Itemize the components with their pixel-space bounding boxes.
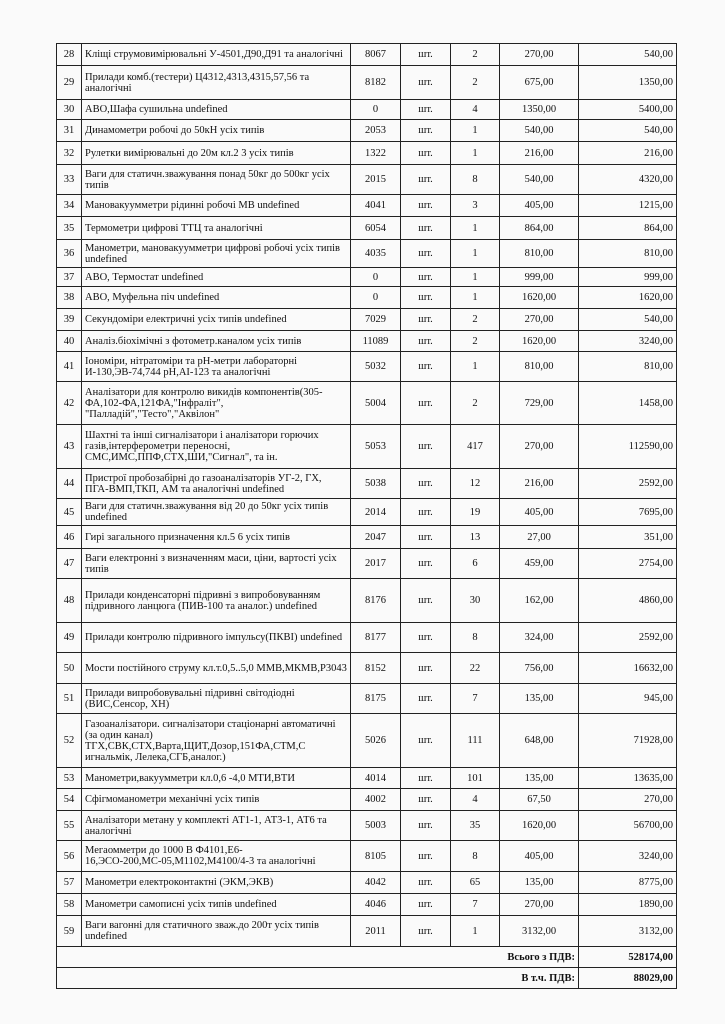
item-code: 6054 <box>351 217 401 240</box>
item-unit: шт. <box>401 66 451 100</box>
item-sum: 2754,00 <box>579 549 677 579</box>
item-unit: шт. <box>401 469 451 499</box>
item-sum: 999,00 <box>579 268 677 287</box>
item-price: 405,00 <box>500 841 579 872</box>
row-number: 29 <box>57 66 82 100</box>
item-code: 0 <box>351 287 401 309</box>
price-table <box>56 43 677 989</box>
item-price: 459,00 <box>500 549 579 579</box>
table-row <box>57 549 677 579</box>
item-name: Аналіз.біохімічні з фотометр.каналом усіх типів <box>82 331 351 352</box>
item-unit: шт. <box>401 499 451 526</box>
item-name: Ваги електронні з визначенням маси, ціни, вартості усіх типів <box>82 549 351 579</box>
item-code: 7029 <box>351 309 401 331</box>
item-name: АВО,Шафа сушильна undefined <box>82 100 351 120</box>
item-quantity: 4 <box>451 100 500 120</box>
item-name: АВО, Термостат undefined <box>82 268 351 287</box>
item-name: Мановакуумметри рідинні робочі МВ undefined <box>82 195 351 217</box>
item-unit: шт. <box>401 217 451 240</box>
item-code: 11089 <box>351 331 401 352</box>
item-sum: 270,00 <box>579 789 677 811</box>
item-sum: 540,00 <box>579 309 677 331</box>
item-name: Мости постійного струму кл.т.0,5..5,0 ММВ,МКМВ,Р3043 <box>82 653 351 684</box>
item-code: 4014 <box>351 768 401 789</box>
item-name: Манометри, мановакуумметри цифрові робочі усіх типів undefined <box>82 240 351 268</box>
table-row <box>57 100 677 120</box>
item-quantity: 2 <box>451 44 500 66</box>
item-sum: 1350,00 <box>579 66 677 100</box>
item-unit: шт. <box>401 120 451 142</box>
item-code: 8175 <box>351 684 401 714</box>
item-quantity: 1 <box>451 268 500 287</box>
item-name: Гирі загального призначення кл.5 6 усіх типів <box>82 526 351 549</box>
row-number: 44 <box>57 469 82 499</box>
item-quantity: 3 <box>451 195 500 217</box>
item-price: 135,00 <box>500 684 579 714</box>
item-code: 8176 <box>351 579 401 623</box>
item-price: 756,00 <box>500 653 579 684</box>
item-code: 2011 <box>351 916 401 947</box>
item-name: Рулетки вимірювальні до 20м кл.2 3 усіх типів <box>82 142 351 165</box>
item-price: 67,50 <box>500 789 579 811</box>
row-number: 31 <box>57 120 82 142</box>
item-price: 864,00 <box>500 217 579 240</box>
table-row <box>57 841 677 872</box>
item-name: Іономіри, нітратоміри та рН-метри лабораторні И-130,ЭВ-74,744 рН,АІ-123 та аналогічні <box>82 352 351 382</box>
table-row <box>57 684 677 714</box>
table-row <box>57 309 677 331</box>
item-unit: шт. <box>401 195 451 217</box>
table-row <box>57 623 677 653</box>
table-row <box>57 768 677 789</box>
table-row <box>57 66 677 100</box>
item-quantity: 2 <box>451 331 500 352</box>
item-price: 270,00 <box>500 894 579 916</box>
row-number: 37 <box>57 268 82 287</box>
vat-row <box>57 968 677 989</box>
item-price: 324,00 <box>500 623 579 653</box>
item-sum: 16632,00 <box>579 653 677 684</box>
row-number: 55 <box>57 811 82 841</box>
item-unit: шт. <box>401 44 451 66</box>
item-sum: 2592,00 <box>579 623 677 653</box>
item-code: 8177 <box>351 623 401 653</box>
item-code: 5038 <box>351 469 401 499</box>
table-row <box>57 872 677 894</box>
row-number: 40 <box>57 331 82 352</box>
table-row <box>57 894 677 916</box>
row-number: 47 <box>57 549 82 579</box>
item-code: 5004 <box>351 382 401 425</box>
item-unit: шт. <box>401 872 451 894</box>
item-quantity: 8 <box>451 841 500 872</box>
table-row <box>57 653 677 684</box>
item-price: 810,00 <box>500 352 579 382</box>
item-sum: 351,00 <box>579 526 677 549</box>
item-price: 1620,00 <box>500 287 579 309</box>
item-price: 270,00 <box>500 309 579 331</box>
item-code: 5026 <box>351 714 401 768</box>
table-row <box>57 268 677 287</box>
item-name: Ваги для статичн.зважування від 20 до 50кг усіх типів undefined <box>82 499 351 526</box>
item-code: 2017 <box>351 549 401 579</box>
table-row <box>57 352 677 382</box>
row-number: 56 <box>57 841 82 872</box>
table-row <box>57 331 677 352</box>
item-name: Прилади випробовувальні підривні світодіодні (ВИС,Сенсор, ХН) <box>82 684 351 714</box>
table-row <box>57 811 677 841</box>
table-row <box>57 469 677 499</box>
item-unit: шт. <box>401 100 451 120</box>
item-code: 2053 <box>351 120 401 142</box>
item-price: 405,00 <box>500 499 579 526</box>
item-code: 0 <box>351 268 401 287</box>
table-row <box>57 44 677 66</box>
item-sum: 13635,00 <box>579 768 677 789</box>
item-price: 216,00 <box>500 469 579 499</box>
row-number: 36 <box>57 240 82 268</box>
item-code: 2014 <box>351 499 401 526</box>
item-price: 27,00 <box>500 526 579 549</box>
item-quantity: 101 <box>451 768 500 789</box>
item-unit: шт. <box>401 240 451 268</box>
table-row <box>57 382 677 425</box>
table-row <box>57 142 677 165</box>
item-unit: шт. <box>401 811 451 841</box>
item-sum: 1458,00 <box>579 382 677 425</box>
row-number: 45 <box>57 499 82 526</box>
table-row <box>57 217 677 240</box>
item-unit: шт. <box>401 549 451 579</box>
row-number: 34 <box>57 195 82 217</box>
table-row <box>57 916 677 947</box>
row-number: 33 <box>57 165 82 195</box>
item-sum: 945,00 <box>579 684 677 714</box>
item-unit: шт. <box>401 768 451 789</box>
item-sum: 864,00 <box>579 217 677 240</box>
item-sum: 56700,00 <box>579 811 677 841</box>
item-price: 270,00 <box>500 425 579 469</box>
item-price: 3132,00 <box>500 916 579 947</box>
item-unit: шт. <box>401 287 451 309</box>
table-row <box>57 165 677 195</box>
item-sum: 540,00 <box>579 44 677 66</box>
item-sum: 810,00 <box>579 240 677 268</box>
item-unit: шт. <box>401 382 451 425</box>
item-unit: шт. <box>401 684 451 714</box>
item-quantity: 30 <box>451 579 500 623</box>
item-name: Кліщі струмовимірювальні У-4501,Д90,Д91 та аналогічні <box>82 44 351 66</box>
item-code: 4041 <box>351 195 401 217</box>
item-sum: 71928,00 <box>579 714 677 768</box>
item-unit: шт. <box>401 309 451 331</box>
item-quantity: 35 <box>451 811 500 841</box>
row-number: 35 <box>57 217 82 240</box>
item-name: Прилади комб.(тестери) Ц4312,4313,4315,57,56 та аналогічні <box>82 66 351 100</box>
row-number: 46 <box>57 526 82 549</box>
item-quantity: 8 <box>451 623 500 653</box>
item-code: 8067 <box>351 44 401 66</box>
row-number: 51 <box>57 684 82 714</box>
item-quantity: 22 <box>451 653 500 684</box>
item-quantity: 6 <box>451 549 500 579</box>
item-code: 2047 <box>351 526 401 549</box>
item-sum: 540,00 <box>579 120 677 142</box>
item-name: АВО, Муфельна піч undefined <box>82 287 351 309</box>
item-name: Динамометри робочі до 50кН усіх типів <box>82 120 351 142</box>
item-price: 540,00 <box>500 120 579 142</box>
row-number: 59 <box>57 916 82 947</box>
item-name: Прилади контролю підривного імпульсу(ПКВІ) undefined <box>82 623 351 653</box>
item-price: 135,00 <box>500 872 579 894</box>
row-number: 54 <box>57 789 82 811</box>
item-price: 729,00 <box>500 382 579 425</box>
item-sum: 112590,00 <box>579 425 677 469</box>
item-unit: шт. <box>401 714 451 768</box>
table-row <box>57 526 677 549</box>
item-name: Ваги для статичн.зважування понад 50кг до 500кг усіх типів <box>82 165 351 195</box>
table-row <box>57 499 677 526</box>
row-number: 58 <box>57 894 82 916</box>
item-name: Ваги вагонні для статичного зваж.до 200т усіх типів undefined <box>82 916 351 947</box>
item-sum: 8775,00 <box>579 872 677 894</box>
row-number: 42 <box>57 382 82 425</box>
table-row <box>57 240 677 268</box>
item-name: Мегаомметри до 1000 В Ф4101,Е6-16,ЭСО-200,МС-05,М1102,М4100/4-3 та аналогічні <box>82 841 351 872</box>
item-quantity: 1 <box>451 120 500 142</box>
row-number: 57 <box>57 872 82 894</box>
item-code: 0 <box>351 100 401 120</box>
item-quantity: 1 <box>451 217 500 240</box>
item-unit: шт. <box>401 268 451 287</box>
total-row <box>57 947 677 968</box>
item-unit: шт. <box>401 142 451 165</box>
item-name: Манометри електроконтактні (ЭКМ,ЭКВ) <box>82 872 351 894</box>
item-name: Манометри,вакуумметри кл.0,6 -4,0 МТИ,ВТИ <box>82 768 351 789</box>
item-name: Газоаналізатори. сигналізатори стаціонарні автоматичні (за один канал) ТГХ,СВК,СТХ,Варта,ЩИТ,Дозор,151ФА,СТМ,С игнальмік, Лелека,СГБ,аналог.) <box>82 714 351 768</box>
item-quantity: 7 <box>451 684 500 714</box>
table-row <box>57 195 677 217</box>
item-price: 270,00 <box>500 44 579 66</box>
total-label: Всього з ПДВ: <box>57 947 579 968</box>
item-quantity: 12 <box>451 469 500 499</box>
item-sum: 7695,00 <box>579 499 677 526</box>
item-unit: шт. <box>401 425 451 469</box>
item-quantity: 111 <box>451 714 500 768</box>
item-quantity: 1 <box>451 352 500 382</box>
item-code: 4046 <box>351 894 401 916</box>
item-code: 8182 <box>351 66 401 100</box>
item-quantity: 13 <box>451 526 500 549</box>
row-number: 49 <box>57 623 82 653</box>
row-number: 48 <box>57 579 82 623</box>
item-unit: шт. <box>401 623 451 653</box>
item-price: 1620,00 <box>500 811 579 841</box>
item-unit: шт. <box>401 653 451 684</box>
item-quantity: 1 <box>451 142 500 165</box>
item-quantity: 1 <box>451 240 500 268</box>
item-price: 675,00 <box>500 66 579 100</box>
item-price: 540,00 <box>500 165 579 195</box>
item-code: 8105 <box>351 841 401 872</box>
row-number: 32 <box>57 142 82 165</box>
item-price: 405,00 <box>500 195 579 217</box>
total-value: 528174,00 <box>579 947 677 968</box>
row-number: 28 <box>57 44 82 66</box>
item-code: 5053 <box>351 425 401 469</box>
item-price: 162,00 <box>500 579 579 623</box>
item-name: Манометри самописні усіх типів undefined <box>82 894 351 916</box>
item-sum: 4320,00 <box>579 165 677 195</box>
item-quantity: 7 <box>451 894 500 916</box>
item-sum: 1890,00 <box>579 894 677 916</box>
item-code: 4042 <box>351 872 401 894</box>
item-name: Прилади конденсаторні підривні з випробовуванням підривного ланцюга (ПИВ-100 та аналог.) undefined <box>82 579 351 623</box>
item-sum: 4860,00 <box>579 579 677 623</box>
row-number: 38 <box>57 287 82 309</box>
item-price: 1350,00 <box>500 100 579 120</box>
item-name: Сфігмоманометри механічні усіх типів <box>82 789 351 811</box>
vat-value: 88029,00 <box>579 968 677 989</box>
table-row <box>57 714 677 768</box>
item-sum: 2592,00 <box>579 469 677 499</box>
item-sum: 1620,00 <box>579 287 677 309</box>
item-name: Секундоміри електричні усіх типів undefined <box>82 309 351 331</box>
table-row <box>57 120 677 142</box>
item-name: Термометри цифрові ТТЦ та аналогічні <box>82 217 351 240</box>
table-row <box>57 579 677 623</box>
item-unit: шт. <box>401 165 451 195</box>
item-quantity: 2 <box>451 66 500 100</box>
item-unit: шт. <box>401 526 451 549</box>
row-number: 53 <box>57 768 82 789</box>
item-quantity: 1 <box>451 916 500 947</box>
row-number: 41 <box>57 352 82 382</box>
item-unit: шт. <box>401 579 451 623</box>
item-quantity: 65 <box>451 872 500 894</box>
item-unit: шт. <box>401 841 451 872</box>
item-code: 5032 <box>351 352 401 382</box>
row-number: 50 <box>57 653 82 684</box>
item-quantity: 8 <box>451 165 500 195</box>
item-quantity: 1 <box>451 287 500 309</box>
item-sum: 3240,00 <box>579 841 677 872</box>
table-row <box>57 789 677 811</box>
item-price: 135,00 <box>500 768 579 789</box>
item-code: 2015 <box>351 165 401 195</box>
item-unit: шт. <box>401 789 451 811</box>
item-quantity: 4 <box>451 789 500 811</box>
item-quantity: 2 <box>451 382 500 425</box>
item-sum: 1215,00 <box>579 195 677 217</box>
item-unit: шт. <box>401 894 451 916</box>
item-quantity: 417 <box>451 425 500 469</box>
table-row <box>57 425 677 469</box>
item-quantity: 2 <box>451 309 500 331</box>
item-unit: шт. <box>401 331 451 352</box>
item-code: 8152 <box>351 653 401 684</box>
item-unit: шт. <box>401 916 451 947</box>
item-sum: 3132,00 <box>579 916 677 947</box>
item-price: 999,00 <box>500 268 579 287</box>
item-price: 216,00 <box>500 142 579 165</box>
item-code: 4002 <box>351 789 401 811</box>
item-name: Пристрої пробозабірні до газоаналізаторів УГ-2, ГХ, ПГА-ВМП,ТКП, АМ та аналогічні undefined <box>82 469 351 499</box>
item-price: 810,00 <box>500 240 579 268</box>
row-number: 30 <box>57 100 82 120</box>
item-sum: 216,00 <box>579 142 677 165</box>
row-number: 43 <box>57 425 82 469</box>
item-code: 4035 <box>351 240 401 268</box>
item-name: Аналізатори метану у комплекті АТ1-1, АТ3-1, АТ6 та аналогічні <box>82 811 351 841</box>
item-quantity: 19 <box>451 499 500 526</box>
item-name: Шахтні та інші сигналізатори і аналізатори горючих газів,інтерферометри переносні, СМС,ИМС,ППФ,СТХ,ШИ,"Сигнал", та ін. <box>82 425 351 469</box>
row-number: 39 <box>57 309 82 331</box>
item-code: 5003 <box>351 811 401 841</box>
table-row <box>57 287 677 309</box>
item-sum: 3240,00 <box>579 331 677 352</box>
row-number: 52 <box>57 714 82 768</box>
item-code: 1322 <box>351 142 401 165</box>
vat-label: В т.ч. ПДВ: <box>57 968 579 989</box>
item-sum: 810,00 <box>579 352 677 382</box>
item-name: Аналізатори для контролю викидів компонентів(305-ФА,102-ФА,121ФА,"Інфраліт", "Палладій","Тесто","Аквілон" <box>82 382 351 425</box>
item-price: 1620,00 <box>500 331 579 352</box>
item-unit: шт. <box>401 352 451 382</box>
item-price: 648,00 <box>500 714 579 768</box>
item-sum: 5400,00 <box>579 100 677 120</box>
